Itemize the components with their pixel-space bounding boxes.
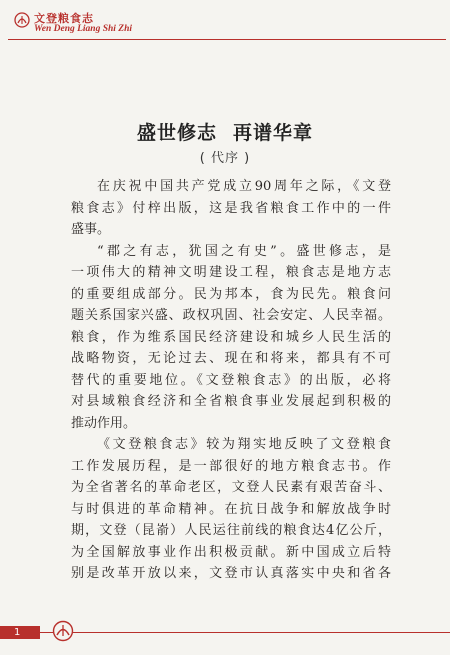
text-line: 工作发展历程，是一部很好的地方粮食志书。作 [71,458,391,474]
header-title-en: Wen Deng Liang Shi Zhi [34,24,133,34]
text-line: 在庆祝中国共产党成立90周年之际，《文登 [97,179,391,194]
text-line: 替代的重要地位。《文登粮食志》的出版，必将 [71,372,391,388]
title-part1: 盛世修志 [136,122,217,144]
text-line: 粮食，作为维系国民经济建设和城乡人民生活的 [71,329,391,345]
page-number: 1 [14,627,21,638]
header-title-cn: 文登粮食志 [34,12,94,25]
text-line: 一项伟大的精神文明建设工程，粮食志是地方志 [71,265,391,280]
text-line: 别是改革开放以来，文登市认真落实中央和省各 [71,566,391,581]
page-title [0,118,450,145]
text-line: 为全省著名的革命老区，文登人民素有艰苦奋斗、 [71,480,391,495]
header-rule [8,39,446,40]
footer-rule [40,632,450,633]
page-header [0,0,450,44]
body-text [71,176,391,585]
text-line: 盛事。 [71,222,111,237]
grain-logo-icon [52,620,74,642]
text-line: 对县域粮食经济和全省粮食事业发展起到积极的 [71,394,391,409]
text-line: 粮食志》付梓出版，这是我省粮食工作中的一件 [71,200,391,216]
title-part2: 再谱华章 [233,122,314,144]
page-subtitle: ( 代序 ) [199,151,251,166]
text-line: 题关系国家兴盛、政权巩固、社会安定、人民幸福。 [71,308,391,323]
text-line: “郡之有志，犹国之有史”。盛世修志，是 [97,243,391,259]
text-line: 的重要组成部分。民为邦本，食为民先。粮食问 [71,286,391,302]
text-line: 推动作用。 [71,415,137,431]
grain-logo-icon [14,12,30,28]
text-line: 期，文登（昆嵛）人民运往前线的粮食达4亿公斤， [71,523,391,538]
text-line: 战略物资，无论过去、现在和将来，都具有不可 [71,351,391,366]
text-line: 《文登粮食志》较为翔实地反映了文登粮食 [97,437,391,452]
text-line: 为全国解放事业作出积极贡献。新中国成立后特 [71,544,391,560]
text-line: 与时俱进的革命精神。在抗日战争和解放战争时 [71,501,391,517]
